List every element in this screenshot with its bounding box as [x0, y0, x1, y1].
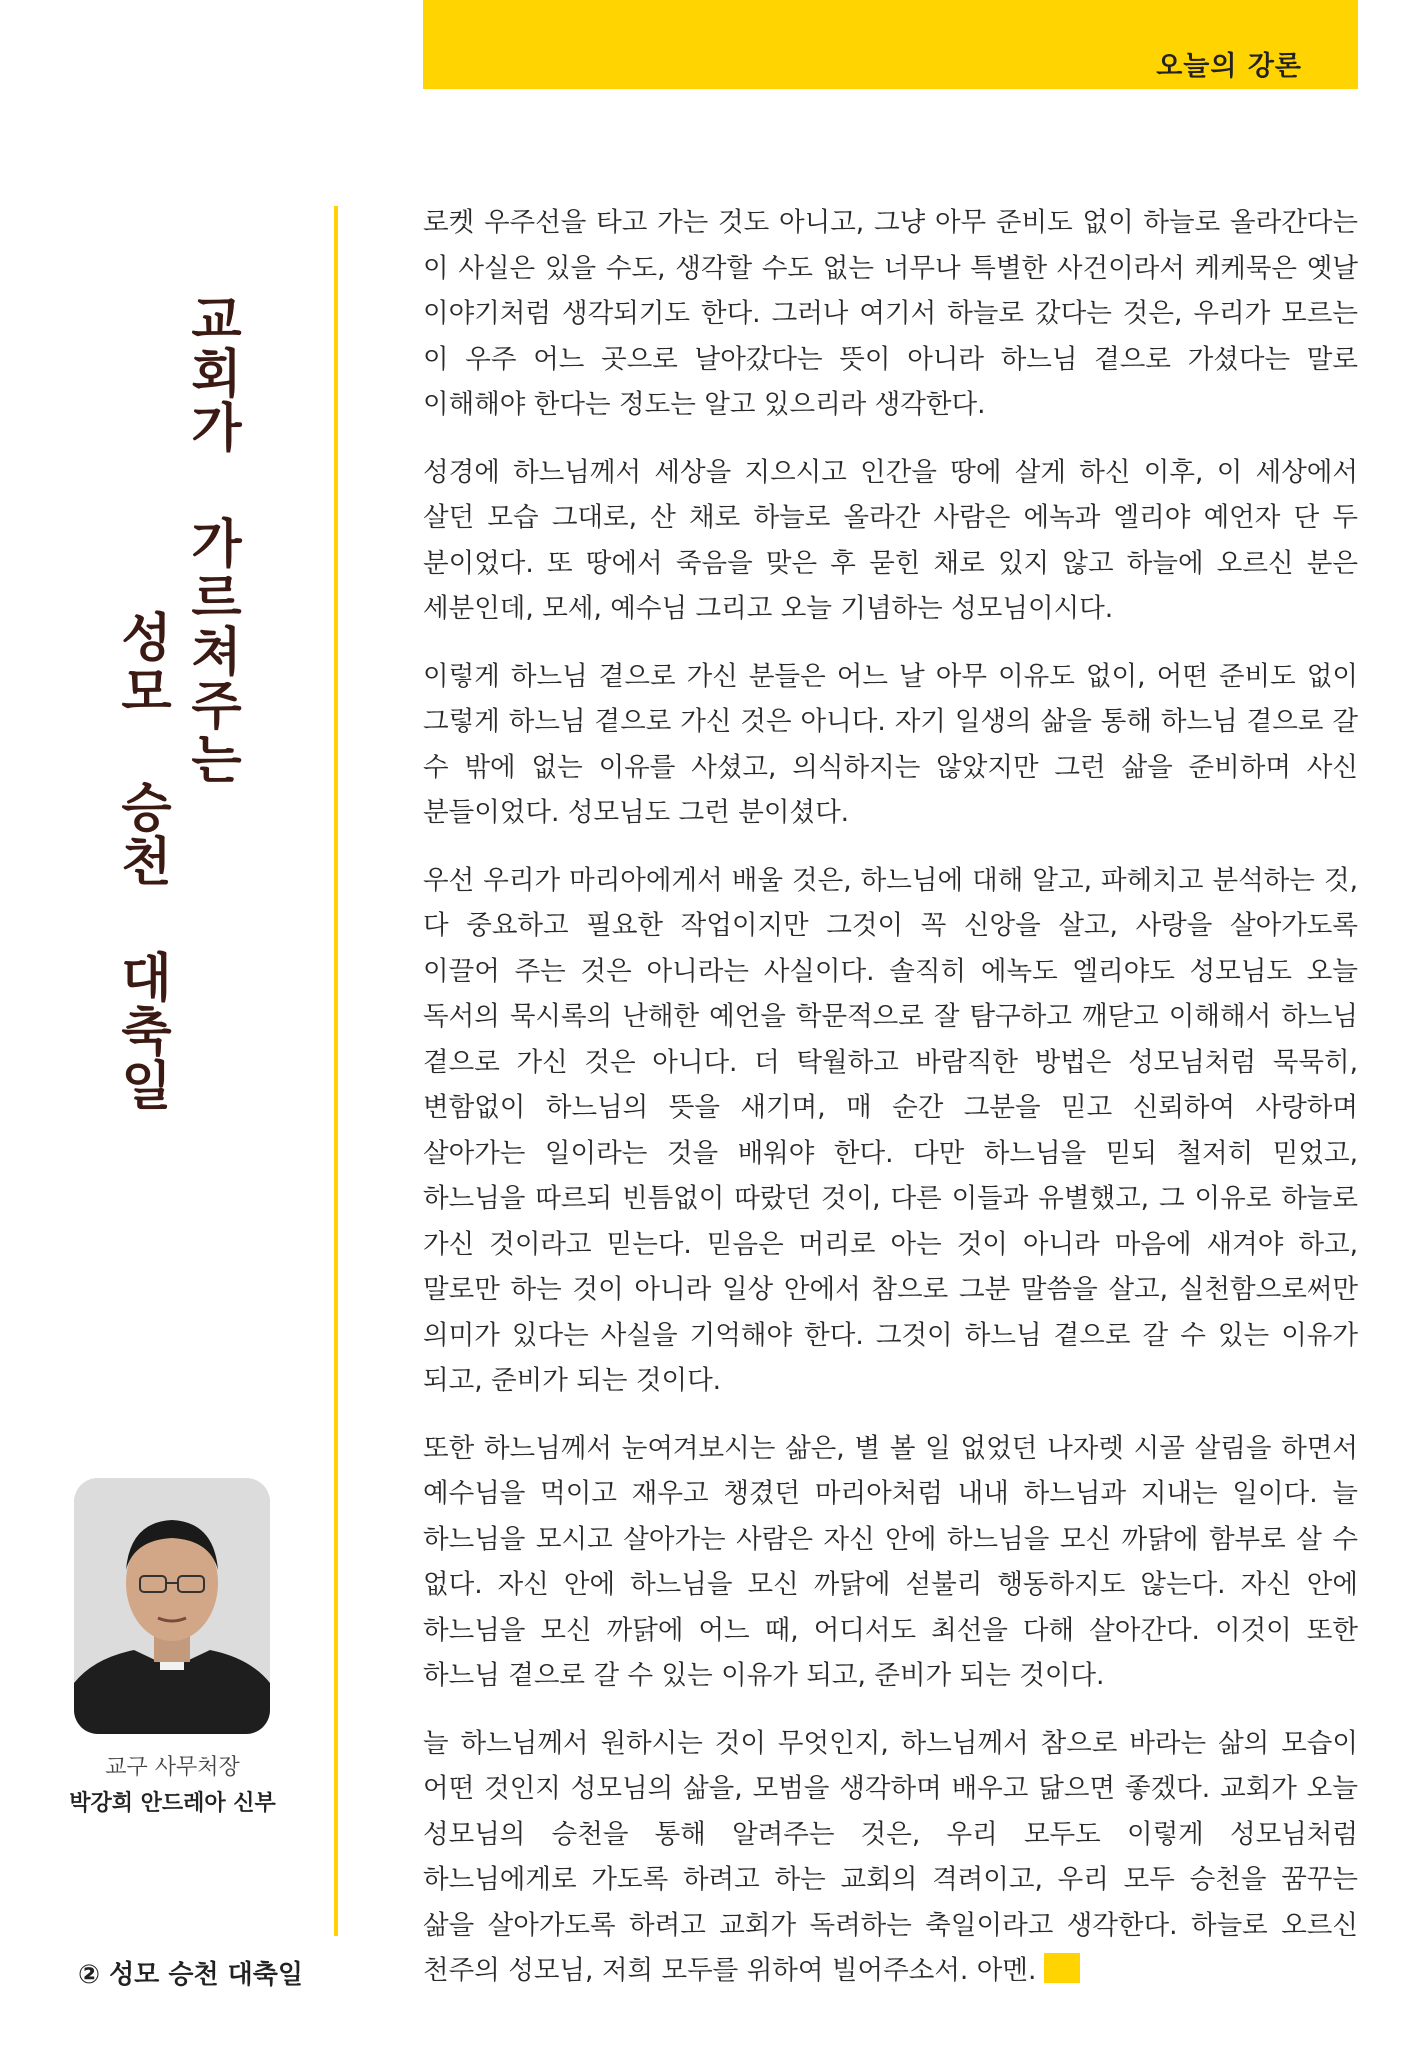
header-bar: [423, 0, 1358, 89]
author-name: 박강희 안드레아 신부: [69, 1791, 276, 1816]
paragraph: 또한 하느님께서 눈여겨보시는 삶은, 별 볼 일 없었던 나자렛 시골 살림을 하면서 예수님을 먹이고 재우고 챙겼던 마리아처럼 내내 하느님과 지내는 일이다. 늘 하느님을 모시고 살아가는 사람은 자신 안에 하느님을 모신 까닭에 함부로 살 수 없다. 자신 안에 하느님을 모신 까닭에 섣불리 행동하지도 않는다. 자신 안에 하느님을 모신 까닭에 어느 때, 어디서도 최선을 다해 살아간다. 이것이 또한 하느님 곁으로 갈 수 있는 이유가 되고, 준비가 되는 것이다.: [423, 1432, 1358, 1691]
paragraph: 이렇게 하느님 곁으로 가신 분들은 어느 날 아무 이유도 없이, 어떤 준비도 없이 그렇게 하느님 곁으로 가신 것은 아니다. 자기 일생의 삶을 통해 하느님 곁으로 갈 수 밖에 없는 이유를 사셨고, 의식하지는 않았지만 그런 삶을 준비하며 사신 분들이었다. 성모님도 그런 분이셨다.: [423, 660, 1358, 828]
paragraph: 우선 우리가 마리아에게서 배울 것은, 하느님에 대해 알고, 파헤치고 분석하는 것, 다 중요하고 필요한 작업이지만 그것이 꼭 신앙을 살고, 사랑을 살아가도록 이끌어 주는 것은 아니라는 사실이다. 솔직히 에녹도 엘리야도 성모님도 오늘 독서의 묵시록의 난해한 예언을 학문적으로 잘 탐구하고 깨닫고 이해해서 하느님 곁으로 가신 것은 아니다. 더 탁월하고 바람직한 방법은 성모님처럼 묵묵히, 변함없이 하느님의 뜻을 새기며, 매 순간 그분을 믿고 신뢰하여 사랑하며 살아가는 일이라는 것을 배워야 한다. 다만 하느님을 믿되 철저히 믿었고, 하느님을 따르되 빈틈없이 따랐던 것이, 다른 이들과 유별했고, 그 이유로 하늘로 가신 것이라고 믿는다. 믿음은 머리로 아는 것이 아니라 마음에 새겨야 하고, 말로만 하는 것이 아니라 일상 안에서 참으로 그분 말씀을 살고, 실천함으로써만 의미가 있다는 사실을 기억해야 한다. 그것이 하느님 곁으로 갈 수 있는 이유가 되고, 준비가 되는 것이다.: [423, 864, 1358, 1396]
paragraph: 늘 하느님께서 원하시는 것이 무엇인지, 하느님께서 참으로 바라는 삶의 모습이 어떤 것인지 성모님의 삶을, 모범을 생각하며 배우고 닮으면 좋겠다. 교회가 오늘 성모님의 승천을 통해 알려주는 것은, 우리 모두도 이렇게 성모님처럼 하느님에게로 가도록 하려고 하는 교회의 격려이고, 우리 모두 승천을 꿈꾸는 삶을 살아가도록 하려고 교회가 독려하는 축일이라고 생각한다. 하늘로 오르신 천주의 성모님, 저희 모두를 위하여 빌어주소서. 아멘.: [423, 1727, 1358, 1986]
end-mark-icon: [1044, 1953, 1080, 1983]
paragraph: 로켓 우주선을 타고 가는 것도 아니고, 그냥 아무 준비도 없이 하늘로 올라간다는 이 사실은 있을 수도, 생각할 수도 없는 너무나 특별한 사건이라서 케케묵은 옛날 이야기처럼 생각되기도 한다. 그러나 여기서 하늘로 갔다는 것은, 우리가 모르는 이 우주 어느 곳으로 날아갔다는 뜻이 아니라 하느님 곁으로 가셨다는 말로 이해해야 한다는 정도는 알고 있으리라 생각한다.: [423, 207, 1358, 420]
author-photo: [74, 1478, 270, 1734]
homily-body: [423, 200, 1358, 2016]
portrait-icon: [74, 1478, 270, 1734]
paragraph: 성경에 하느님께서 세상을 지으시고 인간을 땅에 살게 하신 이후, 이 세상에서 살던 모습 그대로, 산 채로 하늘로 올라간 사람은 에녹과 엘리야 예언자 단 두 분이었다. 또 땅에서 죽음을 맞은 후 묻힌 채로 있지 않고 하늘에 오르신 분은 세분인데, 모세, 예수님 그리고 오늘 기념하는 성모님이시다.: [423, 456, 1358, 624]
section-label: 오늘의 강론: [1156, 51, 1302, 82]
title-line-2: 성모 승천 대축일: [111, 610, 171, 1112]
title-line-1: 교회가 가르쳐주는: [181, 292, 241, 786]
vertical-divider: [334, 206, 338, 1936]
author-role: 교구 사무처장: [105, 1755, 240, 1780]
page-footer: ② 성모 승천 대축일: [78, 1960, 303, 1990]
paragraph-last: [423, 1721, 1358, 1994]
